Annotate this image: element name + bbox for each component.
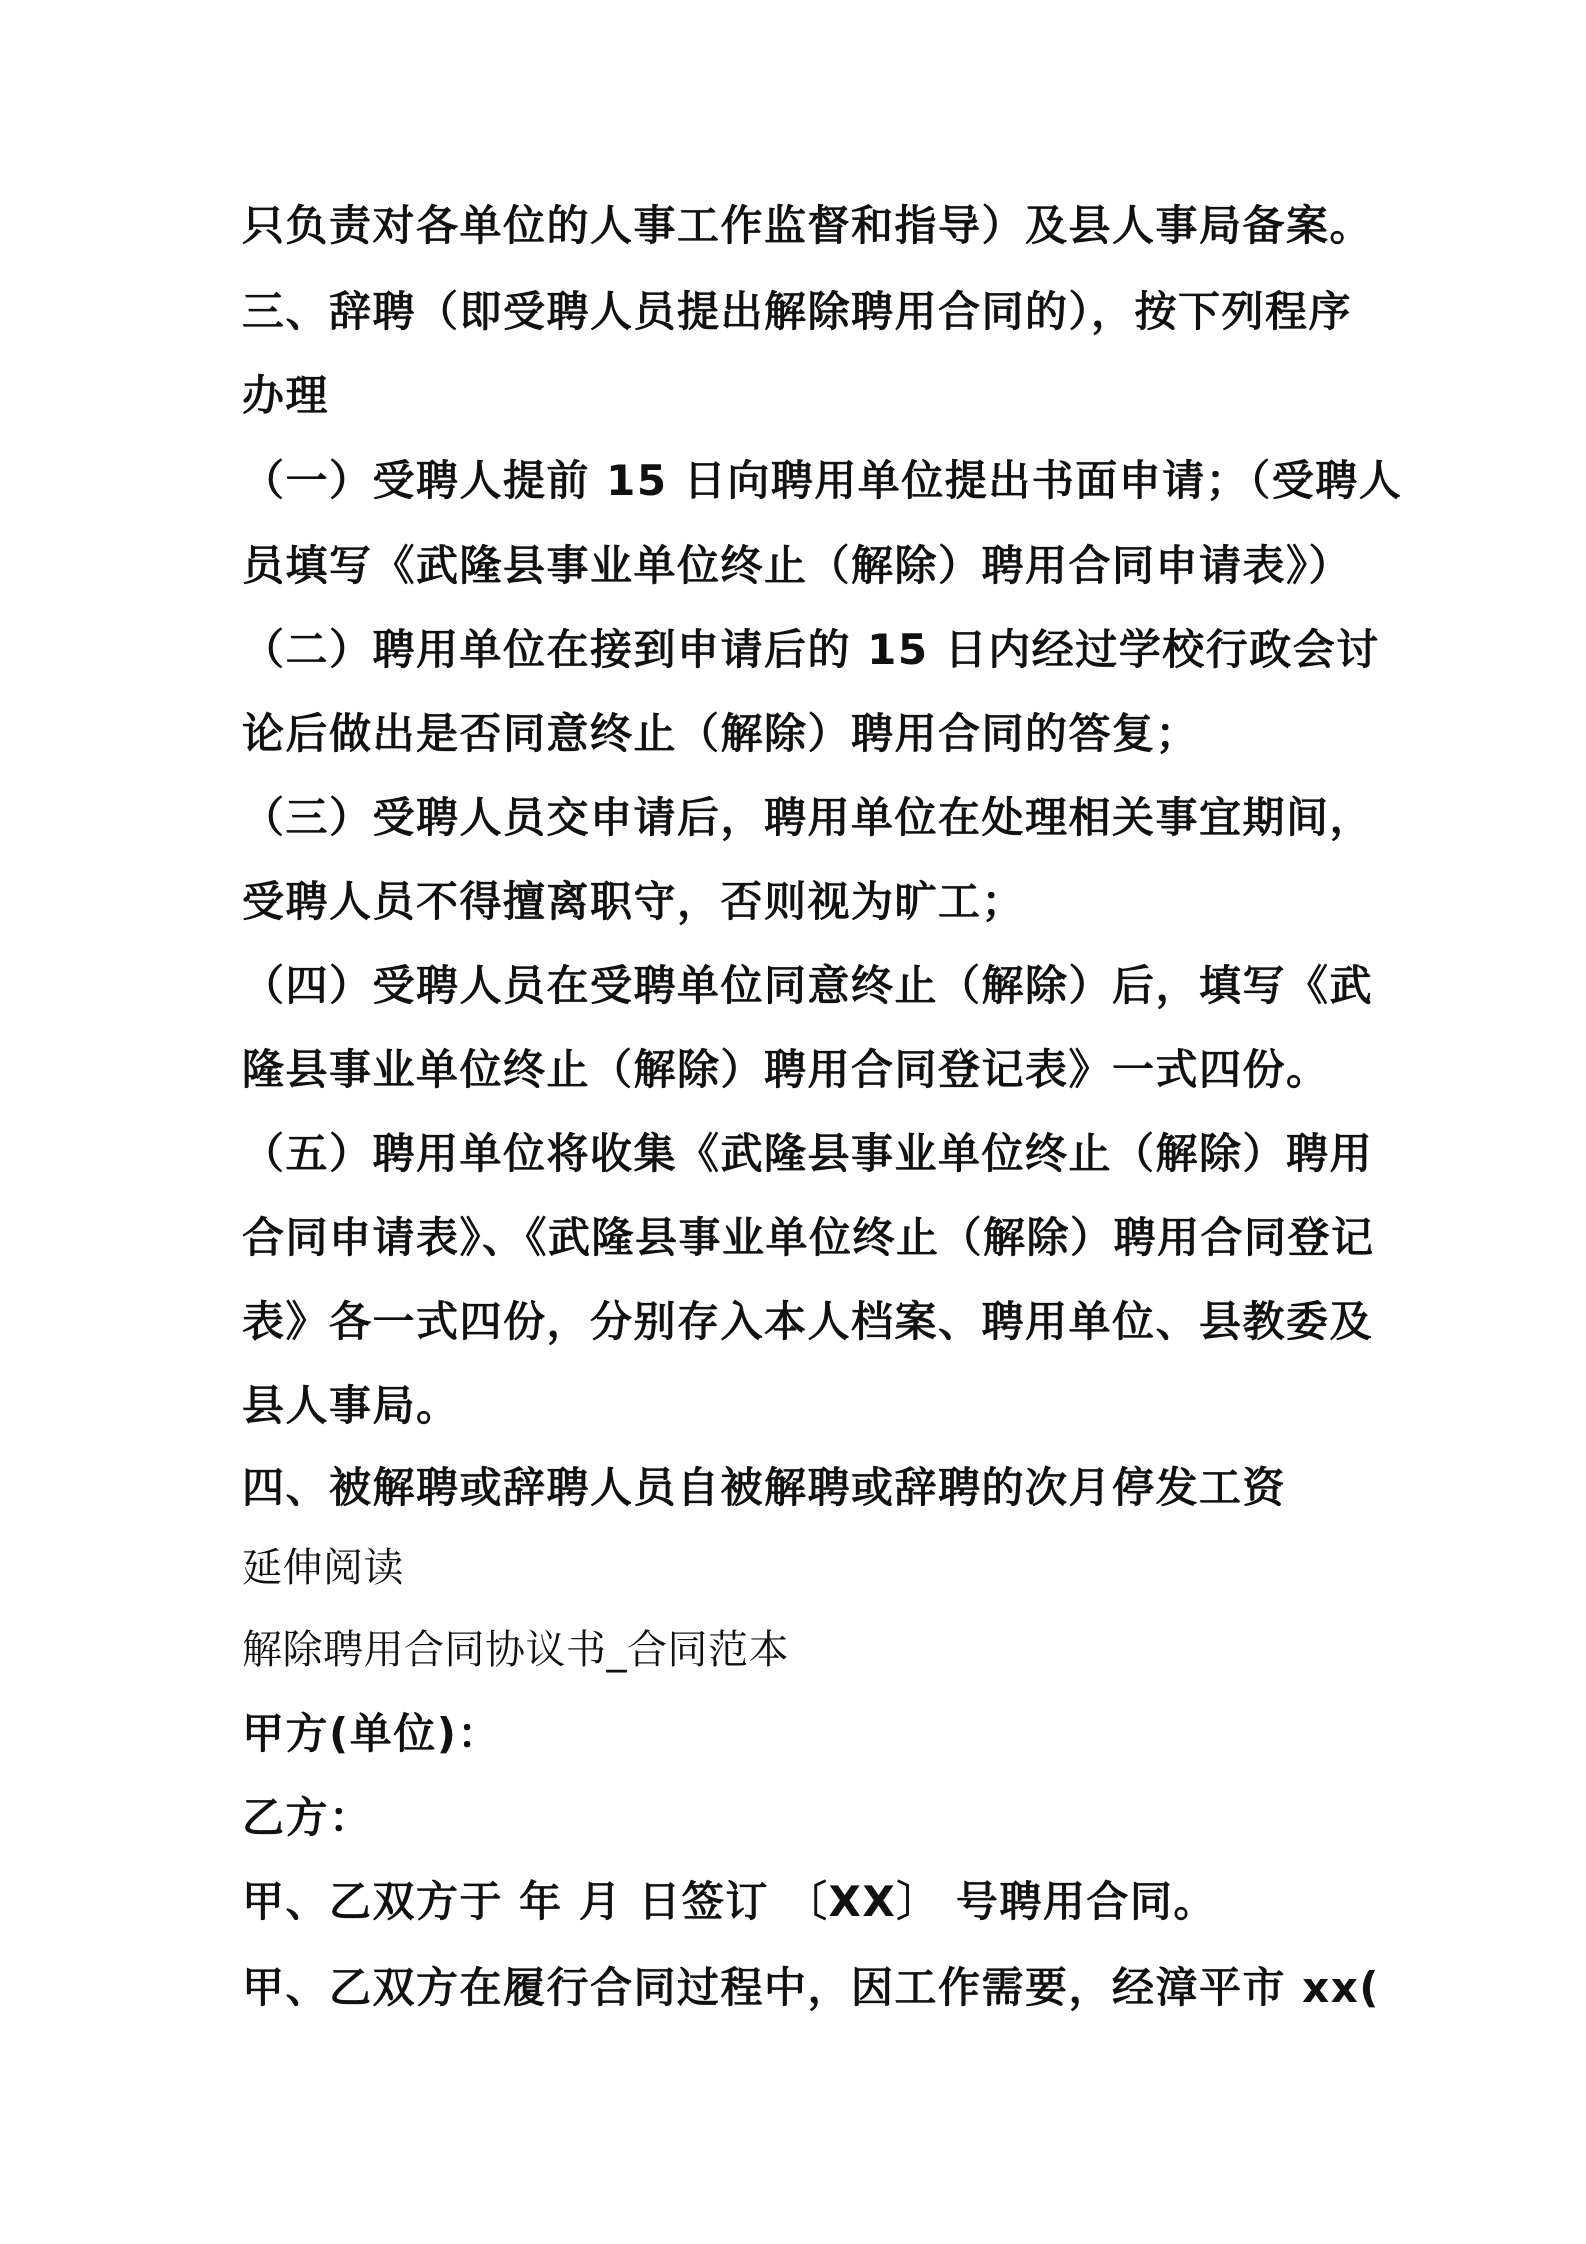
sub-title: 解除聘用合同协议书_合同范本 (242, 1627, 789, 1673)
list-item: （一）受聘人提前 15 日向聘用单位提出书面申请；（受聘人 (242, 456, 1403, 505)
text-line: 论后做出是否同意终止（解除）聘用合同的答复； (242, 709, 1200, 758)
extended-reading-label: 延伸阅读 (242, 1545, 404, 1591)
party-b-field: 乙方： (242, 1793, 373, 1842)
text-line: 甲、乙双方在履行合同过程中，因工作需要，经漳平市 xx( (242, 1963, 1381, 2012)
list-item: （三）受聘人员交申请后，聘用单位在处理相关事宜期间， (242, 793, 1374, 842)
text-line: 隆县事业单位终止（解除）聘用合同登记表》一式四份。 (242, 1045, 1330, 1094)
list-item: （五）聘用单位将收集《武隆县事业单位终止（解除）聘用 (242, 1129, 1374, 1178)
list-item: （二）聘用单位在接到申请后的 15 日内经过学校行政会讨 (242, 625, 1380, 674)
section-heading: 三、辞聘（即受聘人员提出解除聘用合同的），按下列程序 (242, 287, 1353, 336)
text-line: 县人事局。 (242, 1381, 460, 1430)
text-line: 受聘人员不得擅离职守，否则视为旷工； (242, 877, 1026, 926)
text-line: 只负责对各单位的人事工作监督和指导）及县人事局备案。 (242, 201, 1374, 250)
text-line: 表》各一式四份，分别存入本人档案、聘用单位、县教委及 (242, 1297, 1374, 1346)
section-heading: 四、被解聘或辞聘人员自被解聘或辞聘的次月停发工资 (242, 1463, 1287, 1512)
text-line: 甲、乙双方于 年 月 日签订 〔XX〕 号聘用合同。 (242, 1877, 1217, 1926)
party-a-field: 甲方(单位)： (242, 1709, 501, 1758)
text-line: 员填写《武隆县事业单位终止（解除）聘用合同申请表》） (242, 541, 1353, 590)
list-item: （四）受聘人员在受聘单位同意终止（解除）后，填写《武 (242, 961, 1374, 1010)
text-line: 办理 (242, 371, 330, 420)
text-line: 合同申请表》、《武隆县事业单位终止（解除）聘用合同登记 (242, 1213, 1375, 1262)
